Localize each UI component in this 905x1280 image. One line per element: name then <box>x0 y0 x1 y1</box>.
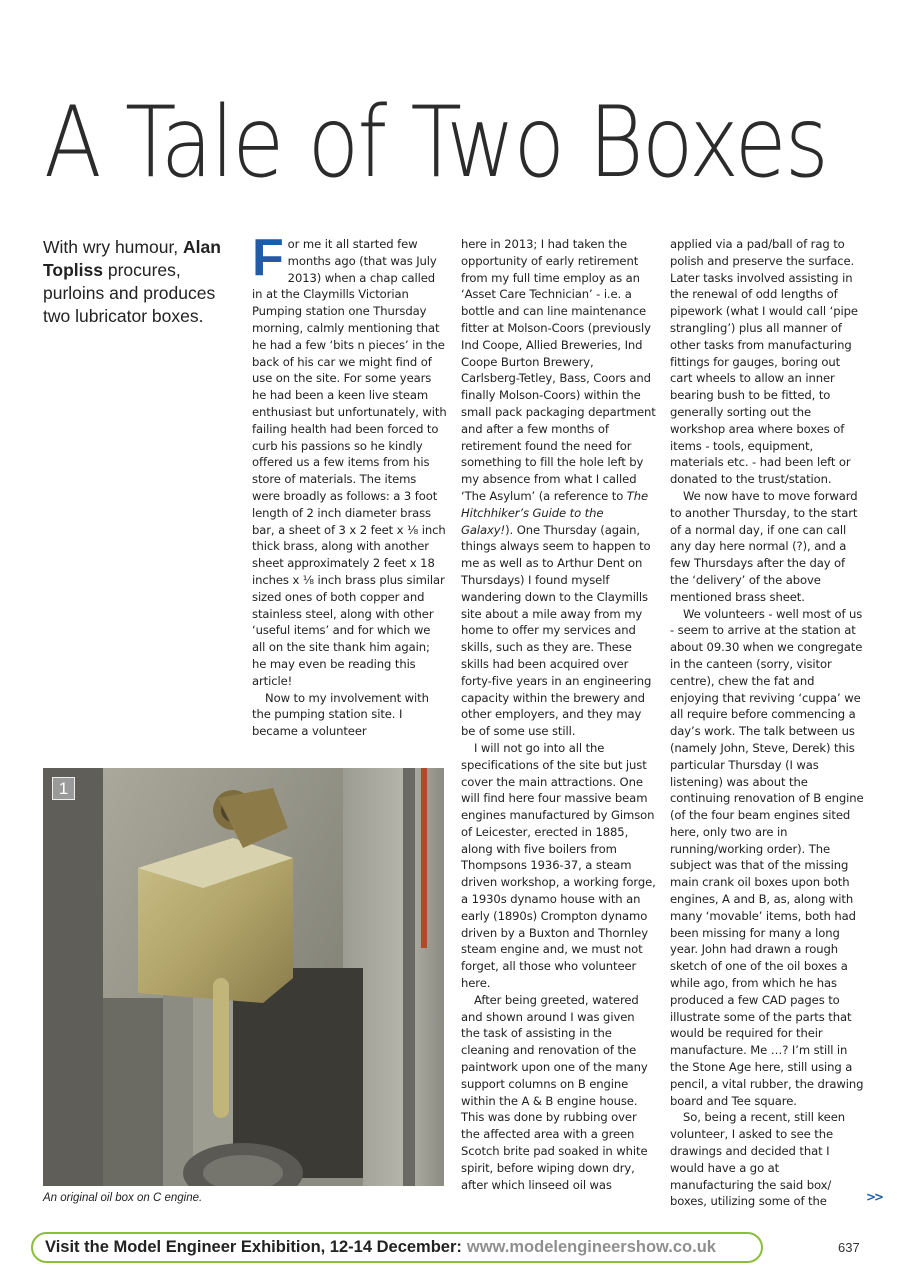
paragraph <box>252 229 447 690</box>
paragraph: So, being a recent, still keen volunteer, I asked to see the drawings and decided that I would have a go at manufacturing the said box/ boxes, utilizing some of the <box>670 1110 845 1209</box>
figure-number-badge: 1 <box>52 777 75 800</box>
paragraph: applied via a pad/ball of rag to polish and preserve the surface. Later tasks involved assisting in the renewal of odd lengths of pipework (what I would call ‘pipe strangling’) plus all manner of other tasks from manufacturing fittings for gauges, boring out cart wheels to allow an inner bearing bush to be fitted, to generally sorting out the workshop area where boxes of items - tools, equipment, materials etc. - had been left or donated to the trust/station. <box>670 237 858 487</box>
paragraph <box>461 236 656 740</box>
figure-caption: An original oil box on C engine. <box>43 1192 203 1204</box>
drop-cap: F <box>252 229 284 287</box>
article-title: A Tale of Two Boxes <box>44 86 828 200</box>
paragraph: I will not go into all the specifications of the site but just cover the main attractions. One will find here four massive beam engines manufactured by Gimson of Leicester, erected in 1885, along with five boilers from Thompsons 1936-37, a steam driven workshop, a working forge, a 1930s dynamo house with an early (1890s) Crompton dynamo driven by a Buxton and Thornley steam engine and, we must not forget, all those who volunteer here. <box>461 740 656 991</box>
author-name: Alan Topliss <box>43 237 221 280</box>
banner-link[interactable]: www.modelengineershow.co.uk <box>466 1238 716 1256</box>
paragraph: Now to my involvement with the pumping station site. I became a volunteer <box>252 690 429 739</box>
oil-box-photo <box>43 768 444 1186</box>
page-number: 637 <box>838 1240 860 1255</box>
paragraph: We now have to move forward to another Thursday, to the start of a normal day, if one can call any day here normal (?), and a few Thursdays after the day of the ‘delivery’ of the above mentioned brass sheet. <box>670 488 858 604</box>
paragraph: We volunteers - well most of us - seem to arrive at the station at about 09.30 when we congregate in the canteen (sorry, visitor centre), chew the fat and enjoying that reviving ‘cuppa’ we all require before commencing a day’s work. The talk between us (namely John, Steve, Derek) this particular Thursday (I was listening) was about the continuing renovation of B engine (of the four beam engines sited here, only two are in running/working order). The subject was that of the missing main crank oil boxes upon both engines, A and B, as, along with many ‘movable’ items, both had been missing for many a long year. John had drawn a rough sketch of one of the oil boxes a while ago, from which he has produced a few CAD pages to illustrate some of the parts that would be required for their manufacture. Me …? I’m still in the Stone Age here, still using a pencil, a vital rubber, the drawing board and Tee square. <box>670 606 864 1108</box>
continue-arrow-icon: >> <box>866 1190 883 1204</box>
body-column-3 <box>670 236 866 1210</box>
standfirst <box>43 236 233 328</box>
standfirst-tail: procures, purloins and produces two lubricator boxes. <box>43 260 216 326</box>
body-column-1 <box>252 229 447 740</box>
book-title: The Hitchhiker’s Guide to the Galaxy! <box>461 488 649 537</box>
paragraph-text: here in 2013; I had taken the opportunity of early retirement from my full time employ as an ‘Asset Care Technician’ - i.e. a bottle and can line maintenance fitter at Molson-Coors (previously Ind Coope, Allied Breweries, Ind Coope Burton Brewery, Carlsberg-Tetley, Bass, Coors and finally Molson-Coors) within the small pack packaging department and after a few months of retirement found the need for something to fill the hole left by my absence from what I called ‘The Asylum’ (a reference to <box>461 237 656 503</box>
paragraph: After being greeted, watered and shown around I was given the task of assisting in the cleaning and renovation of the paintwork upon one of the many support columns on B engine within the A & B engine house. This was done by rubbing over the affected area with a green Scotch brite pad soaked in white spirit, before wiping down dry, after which linseed oil was <box>461 992 648 1192</box>
body-column-2 <box>461 236 656 1193</box>
paragraph-text: ). One Thursday (again, things always seem to happen to me as well as to Arthur Dent on Thursdays) I found myself wandering down to the Claymills site about a mile away from my home to offer my services and skills, such as they are. These skills had been acquired over forty-five years in an engineering capacity within the brewery and other employers, and they may be of some use still. <box>461 522 652 739</box>
oil-box-illustration <box>43 768 444 1186</box>
banner-text: Visit the Model Engineer Exhibition, 12-14 December: <box>45 1238 462 1256</box>
standfirst-lead: With wry humour, <box>43 237 184 257</box>
exhibition-banner[interactable] <box>31 1232 763 1263</box>
paragraph-text: or me it all started few months ago (that was July 2013) when a chap called in at the Claymills Victorian Pumping station one Thursday morning, calmly mentioning that he had a few ‘bits n pieces’ in the back of his car we might find of use on the site. For some years he had been a keen live steam enthusiast but unfortunately, with failing health had been forced to curb his passions so he kindly offered us a few items from his store of materials. The items were broadly as follows: a 3 foot length of 2 inch diameter brass bar, a sheet of 3 x 2 feet x ⅛ inch thick brass, along with another sheet approximately 2 feet x 18 inches x ⅛ inch brass plus similar sized ones of both copper and stainless steel, along with other ‘useful items’ and for which we all on the site thank him again; he may even be reading this article! <box>252 237 447 688</box>
